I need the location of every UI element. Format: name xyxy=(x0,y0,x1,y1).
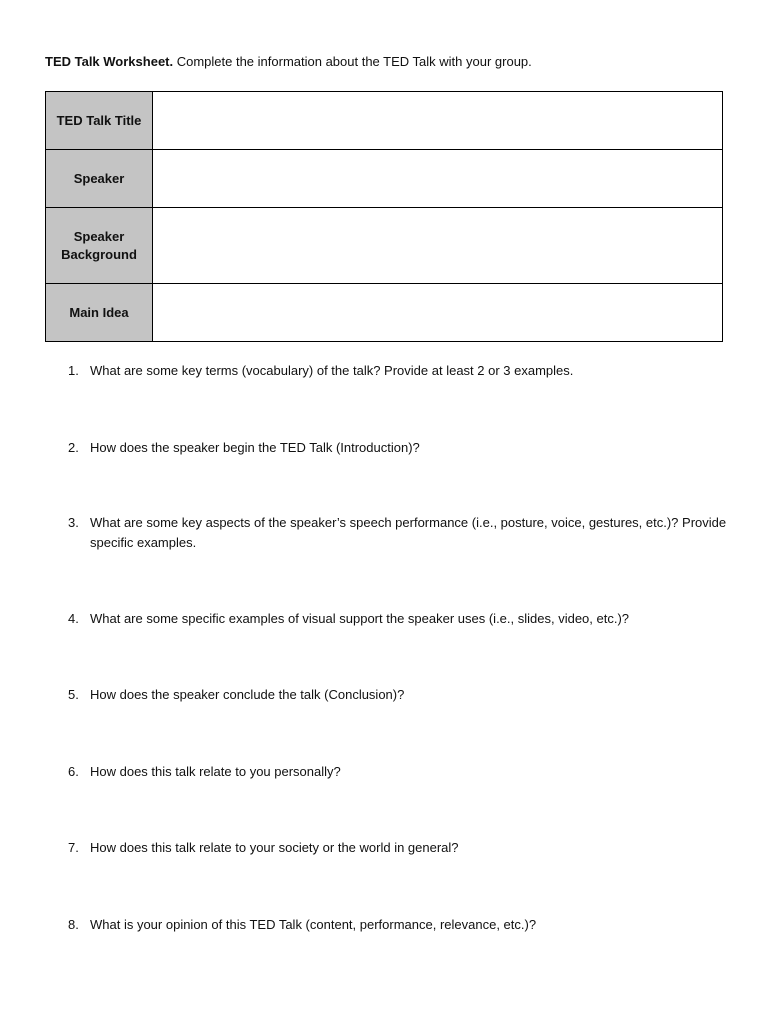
question-number: 7. xyxy=(68,840,79,855)
question-3 xyxy=(68,513,728,553)
row-label-title: TED Talk Title xyxy=(46,92,153,150)
question-number: 3. xyxy=(68,515,79,530)
question-text: How does the speaker conclude the talk (Conclusion)? xyxy=(90,687,405,702)
answer-cell-speaker[interactable] xyxy=(153,150,723,208)
worksheet-title: TED Talk Worksheet. xyxy=(45,54,174,69)
row-label-speaker-background xyxy=(46,208,153,284)
row-label-speaker-background-text: Speaker Background xyxy=(61,228,137,262)
worksheet-heading xyxy=(45,54,532,70)
question-number: 4. xyxy=(68,611,79,626)
question-text: What are some specific examples of visual support the speaker uses (i.e., slides, video, etc.)? xyxy=(90,611,630,626)
question-text: How does this talk relate to your society or the world in general? xyxy=(90,840,459,855)
worksheet-instructions: Complete the information about the TED Talk with your group. xyxy=(173,54,532,69)
table-row xyxy=(46,208,723,284)
question-text: What are some key aspects of the speaker’s speech performance (i.e., posture, voice, gestures, etc.)? Provide specific examples. xyxy=(90,515,727,550)
question-6 xyxy=(68,762,728,782)
question-7 xyxy=(68,838,728,858)
row-label-speaker: Speaker xyxy=(46,150,153,208)
ted-talk-info-table xyxy=(45,91,723,342)
question-2 xyxy=(68,438,728,458)
question-number: 2. xyxy=(68,440,79,455)
question-number: 5. xyxy=(68,687,79,702)
question-number: 6. xyxy=(68,764,79,779)
question-4 xyxy=(68,609,728,629)
question-5 xyxy=(68,685,728,705)
row-label-main-idea: Main Idea xyxy=(46,284,153,342)
question-text: What is your opinion of this TED Talk (content, performance, relevance, etc.)? xyxy=(90,917,537,932)
table-row xyxy=(46,284,723,342)
table-row xyxy=(46,150,723,208)
question-text: How does the speaker begin the TED Talk (Introduction)? xyxy=(90,440,420,455)
question-8 xyxy=(68,915,728,935)
question-1 xyxy=(68,361,728,381)
answer-cell-main-idea[interactable] xyxy=(153,284,723,342)
question-text: What are some key terms (vocabulary) of the talk? Provide at least 2 or 3 examples. xyxy=(90,363,574,378)
question-number: 1. xyxy=(68,363,79,378)
answer-cell-title[interactable] xyxy=(153,92,723,150)
answer-cell-speaker-background[interactable] xyxy=(153,208,723,284)
question-text: How does this talk relate to you personally? xyxy=(90,764,341,779)
table-row xyxy=(46,92,723,150)
question-number: 8. xyxy=(68,917,79,932)
